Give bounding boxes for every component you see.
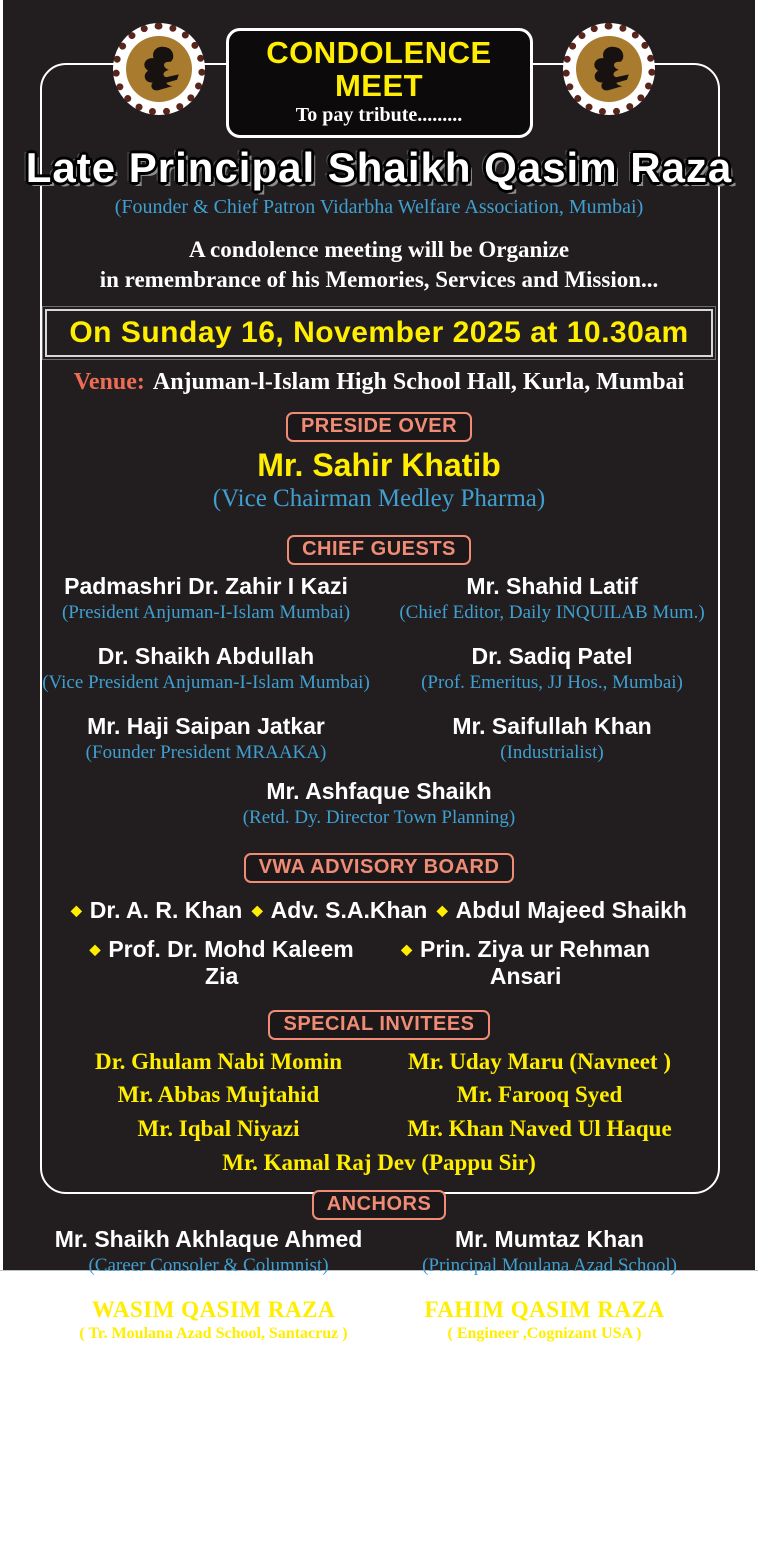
guest-name: Dr. Shaikh Abdullah: [97, 642, 315, 669]
special-invitee-item: Mr. Khan Naved Ul Haque: [407, 1116, 672, 1142]
guest-designation: (Prof. Emeritus, JJ Hos., Mumbai): [421, 671, 683, 693]
coordinator-designation: ( Engineer ,Cognizant USA ): [447, 1325, 642, 1343]
event-subtitle: (Founder & Chief Patron Vidarbha Welfare Association, Mumbai): [114, 196, 644, 219]
divider-line: [512, 1378, 604, 1380]
eagle-emblem-icon: [126, 36, 192, 102]
organizers-box: [55, 1401, 703, 1563]
president-role: (President VWA): [421, 1472, 581, 1498]
advisory-name: Adv. S.A.Khan: [270, 896, 428, 923]
advisory-item: [252, 897, 428, 924]
chief-guest-item: [379, 643, 725, 694]
special-invitee-item: Mr. Iqbal Niyazi: [137, 1116, 300, 1142]
anchor-name: Mr. Shaikh Akhlaque Ahmed: [54, 1226, 363, 1253]
special-invitee-item: Dr. Ghulam Nabi Momin: [94, 1048, 343, 1074]
banner-subtitle: To pay tribute.........: [295, 104, 463, 127]
secretary-text: Sayyed Nasir Ali (Secretary VWA): [302, 1501, 653, 1551]
coordinator-name: WASIM QASIM RAZA: [91, 1297, 336, 1323]
organizer-president-line: [63, 1469, 695, 1499]
special-invitee-item: Mr. Farooq Syed: [456, 1082, 623, 1108]
intro-line-2: in remembrance of his Memories, Services and Mission...: [99, 266, 659, 292]
chief-guests-grid: [33, 573, 725, 764]
diamond-bullet-icon: ◆: [89, 940, 101, 957]
guest-name: Mr. Shahid Latif: [466, 572, 638, 599]
divider-line: [154, 1378, 246, 1380]
special-invitee-item: Mr. Kamal Raj Dev (Pappu Sir): [222, 1149, 536, 1175]
organized-by-heading: [3, 1363, 755, 1395]
chief-guest-item: [379, 573, 725, 624]
venue-label: Venue:: [73, 368, 145, 395]
anchors-grid: [38, 1226, 720, 1277]
guest-name: Mr. Haji Saipan Jatkar: [87, 712, 325, 739]
guest-name: Dr. Sadiq Patel: [471, 642, 633, 669]
president-name: Dr. Nazimuddin Quazi: [176, 1469, 414, 1499]
venue-line: [3, 369, 755, 396]
chief-guest-item: [33, 643, 379, 694]
poster-content: [3, 28, 755, 1563]
condolence-poster: [3, 0, 755, 1551]
diamond-bullet-icon: ◆: [71, 901, 82, 918]
advisory-row: [75, 936, 683, 990]
organizer-line-3: [63, 1501, 695, 1551]
advisory-row: [71, 897, 687, 924]
advisory-item: [437, 897, 687, 924]
special-invitee-item: Mr. Abbas Mujtahid: [117, 1082, 320, 1108]
event-title: Late Principal Shaikh Qasim Raza: [25, 144, 733, 192]
special-invitees-grid: [58, 1048, 700, 1176]
chief-guest-item: [379, 713, 725, 764]
section-badge-special-invitees: SPECIAL INVITEES: [268, 1010, 489, 1040]
special-invitee-item: Mr. Uday Maru (Navneet ): [408, 1048, 671, 1074]
bullet-separator-icon: ●: [483, 1505, 494, 1525]
chief-guest-item: [3, 778, 755, 829]
guest-designation: (Retd. Dy. Director Town Planning): [242, 806, 516, 828]
vice-president-text: Mahmood Shaikh ( Vice President VWA): [105, 1501, 474, 1526]
coordinators-grid: [48, 1297, 710, 1343]
banner-title: CONDOLENCE MEET: [266, 35, 492, 103]
datetime-box: [45, 309, 712, 357]
section-badge-chief-guests: CHIEF GUESTS: [287, 535, 471, 565]
section-badge-anchors: ANCHORS: [312, 1190, 447, 1220]
preside-name: Mr. Sahir Khatib: [257, 446, 501, 483]
advisory-item: [71, 897, 242, 924]
organizer-line-1: Mohibban-e-Qasim Raza & Vidarbha Welfare Association, Mumbai: [126, 1410, 632, 1466]
coordinator-item: [48, 1297, 379, 1343]
chief-guest-item: [33, 713, 379, 764]
coordinator-name: FAHIM QASIM RAZA: [424, 1297, 665, 1323]
guest-name: Mr. Saifullah Khan: [452, 712, 652, 739]
advisory-name: Abdul Majeed Shaikh: [455, 896, 687, 923]
vwa-logo-right-icon: [563, 23, 655, 115]
section-badge-advisory-board: VWA ADVISORY BOARD: [244, 853, 515, 883]
intro-text: [3, 235, 755, 295]
diamond-bullet-icon: ◆: [436, 901, 448, 918]
chief-guest-item: [33, 573, 379, 624]
advisory-item: [75, 936, 368, 990]
preside-designation: (Vice Chairman Medley Pharma): [212, 484, 546, 512]
advisory-name: Prin. Ziya ur Rehman Ansari: [420, 935, 651, 989]
eagle-emblem-icon: [576, 36, 642, 102]
guest-name: Mr. Ashfaque Shaikh: [266, 777, 492, 804]
anchor-item: [379, 1226, 720, 1277]
anchor-designation: (Career Consoler & Columnist): [88, 1255, 329, 1277]
diamond-bullet-icon: ◆: [251, 901, 263, 918]
coordinator-item: [379, 1297, 710, 1343]
guest-designation: (Founder President MRAAKA): [85, 741, 327, 763]
intro-line-1: A condolence meeting will be Organize: [188, 237, 570, 263]
guest-designation: (Industrialist): [500, 741, 604, 763]
guest-name: Padmashri Dr. Zahir I Kazi: [64, 572, 348, 599]
diamond-bullet-icon: ◆: [401, 940, 412, 957]
organized-by-label: ORGANIZED BY: [259, 1363, 499, 1395]
condolence-banner: [226, 28, 533, 138]
anchor-designation: (Principal Moulana Azad School): [422, 1255, 677, 1277]
guest-designation: (Vice President Anjuman-I-Islam Mumbai): [42, 671, 370, 693]
guest-designation: (Chief Editor, Daily INQUILAB Mum.): [399, 601, 705, 623]
advisory-name: Dr. A. R. Khan: [89, 896, 243, 923]
anchor-name: Mr. Mumtaz Khan: [454, 1226, 645, 1253]
advisory-item: [368, 936, 683, 990]
datetime-text: On Sunday 16, November 2025 at 10.30am: [69, 315, 689, 349]
coordinator-designation: ( Tr. Moulana Azad School, Santacruz ): [79, 1325, 348, 1343]
advisory-name: Prof. Dr. Mohd Kaleem Zia: [108, 935, 354, 989]
section-badge-preside-over: PRESIDE OVER: [286, 412, 472, 442]
venue-value: Anjuman-l-Islam High School Hall, Kurla, Mumbai: [152, 368, 685, 395]
anchor-item: [38, 1226, 379, 1277]
vwa-logo-left-icon: [113, 23, 205, 115]
guest-designation: (President Anjuman-I-Islam Mumbai): [61, 601, 351, 623]
